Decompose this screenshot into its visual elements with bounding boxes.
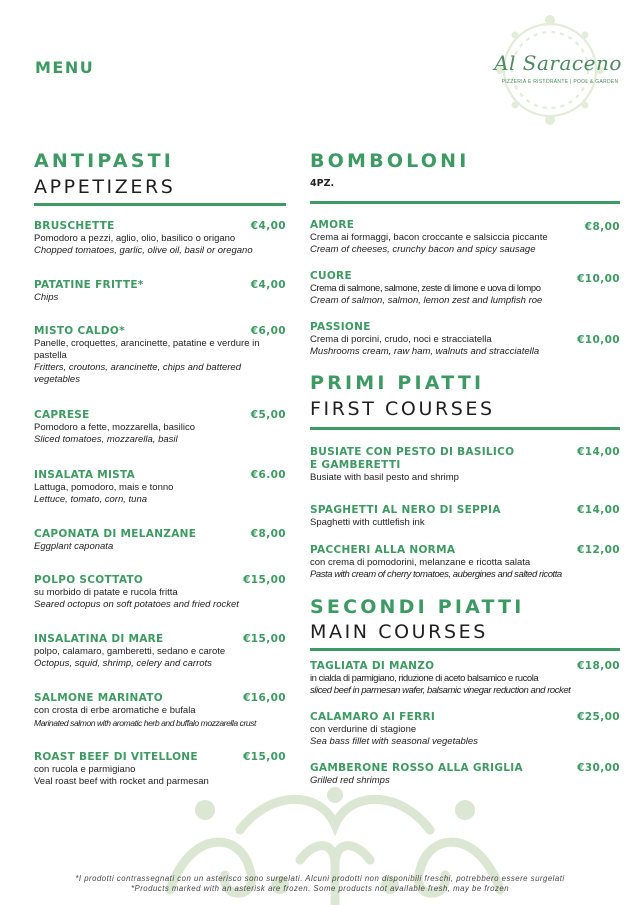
item-description-it: Pomodoro a pezzi, aglio, olio, basilico o origano xyxy=(34,233,236,244)
item-name: CALAMARO AI FERRI xyxy=(310,711,436,723)
menu-item xyxy=(34,692,286,729)
item-price: €30,00 xyxy=(577,762,620,774)
bomboloni-note: 4PZ. xyxy=(310,178,335,189)
item-name: TAGLIATA DI MANZO xyxy=(310,660,435,672)
item-name: SALMONE MARINATO xyxy=(34,692,163,704)
item-description-it: Crema di porcini, crudo, noci e stracciatella xyxy=(310,334,492,345)
menu-item xyxy=(310,544,620,581)
item-description-en: Fritters, croutons, arancinette, chips and battered vegetables xyxy=(34,362,241,385)
menu-item xyxy=(34,325,286,386)
menu-item xyxy=(34,469,286,506)
item-description-en: Sea bass fillet with seasonal vegetables xyxy=(310,736,478,747)
menu-item xyxy=(34,279,286,304)
item-description-it: con crosta di erbe aromatiche e bufala xyxy=(34,705,196,716)
item-price: €14,00 xyxy=(577,446,620,458)
logo-name: Al Saraceno xyxy=(494,51,622,75)
footnote-it: *I prodotti contrassegnati con un asterisco sono surgelati. Alcuni prodotti non disponibili freschi, potrebbero essere surgelati xyxy=(75,874,565,883)
item-description-en: Cream of cheeses, crunchy bacon and spicy sausage xyxy=(310,244,536,255)
section-title: ANTIPASTI xyxy=(34,150,175,172)
menu-item xyxy=(34,751,286,788)
item-price: €15,00 xyxy=(243,574,286,586)
item-name: GAMBERONE ROSSO ALLA GRIGLIA xyxy=(310,762,523,774)
item-description-en: Busiate with basil pesto and shrimp xyxy=(310,472,459,483)
item-description-en: Veal roast beef with rocket and parmesan xyxy=(34,776,209,787)
section-subtitle: APPETIZERS xyxy=(34,176,176,198)
item-description-it: Pomodoro a fette, mozzarella, basilico xyxy=(34,422,196,433)
item-name: INSALATA MISTA xyxy=(34,469,136,481)
item-price: €5,00 xyxy=(250,409,286,421)
item-description-en: Seared octopus on soft potatoes and fried rocket xyxy=(34,599,239,610)
item-price: €15,00 xyxy=(243,751,286,763)
item-price: €4,00 xyxy=(250,279,286,291)
menu-item xyxy=(310,219,620,256)
item-description-en: sliced beef in parmesan wafer, balsamic vinegar reduction and rocket xyxy=(310,685,571,696)
bomboloni-title: BOMBOLONI xyxy=(310,150,470,172)
item-price: €10,00 xyxy=(577,273,620,285)
right-column xyxy=(310,0,620,905)
item-description-en: Eggplant caponata xyxy=(34,541,114,552)
menu-item xyxy=(34,574,286,611)
item-name: SPAGHETTI AL NERO DI SEPPIA xyxy=(310,504,501,516)
menu-item xyxy=(310,446,620,484)
item-name: PATATINE FRITTE* xyxy=(34,279,144,291)
item-description-en: Mushrooms cream, raw ham, walnuts and stracciatella xyxy=(310,346,540,357)
item-description-it: con crema di pomodorini, melanzane e ricotta salata xyxy=(310,557,531,568)
section-divider xyxy=(310,201,620,204)
menu-item xyxy=(310,270,620,307)
item-description-en: Sliced tomatoes, mozzarella, basil xyxy=(34,434,178,445)
menu-item xyxy=(310,762,620,787)
item-name: CUORE xyxy=(310,270,352,282)
item-price: €8,00 xyxy=(584,221,620,233)
section-divider xyxy=(310,648,620,651)
item-description-it: su morbido di patate e rucola fritta xyxy=(34,587,178,598)
item-price: €18,00 xyxy=(577,660,620,672)
item-description-it: con verdurine di stagione xyxy=(310,724,417,735)
item-price: €25,00 xyxy=(577,711,620,723)
primi-title: PRIMI PIATTI xyxy=(310,372,485,394)
antipasti-section xyxy=(34,0,286,905)
menu-item xyxy=(34,633,286,670)
item-name: AMORE xyxy=(310,219,355,231)
secondi-subtitle: MAIN COURSES xyxy=(310,621,488,643)
item-description-it: in cialda di parmigiano, riduzione di aceto balsamico e rucola xyxy=(310,673,539,684)
primi-subtitle: FIRST COURSES xyxy=(310,398,495,420)
item-price: €10,00 xyxy=(577,334,620,346)
item-description-en: Chips xyxy=(34,292,59,303)
item-price: €12,00 xyxy=(577,544,620,556)
section-divider xyxy=(34,203,286,206)
menu-item xyxy=(310,660,620,697)
item-name: CAPRESE xyxy=(34,409,90,421)
item-name: CAPONATA DI MELANZANE xyxy=(34,528,197,540)
item-description-en: Marinated salmon with aromatic herb and buffalo mozzarella crust xyxy=(34,718,256,728)
item-price: €6.00 xyxy=(250,469,286,481)
item-name: INSALATINA DI MARE xyxy=(34,633,164,645)
menu-item xyxy=(310,321,620,358)
item-price: €6,00 xyxy=(250,325,286,337)
item-name: POLPO SCOTTATO xyxy=(34,574,144,586)
item-name-continued: E GAMBERETTI xyxy=(310,459,401,471)
item-description-it: Lattuga, pomodoro, mais e tonno xyxy=(34,482,174,493)
item-price: €14,00 xyxy=(577,504,620,516)
item-description-it: Crema di salmone, salmone, zeste di limone e uova di lompo xyxy=(310,283,541,294)
menu-item xyxy=(34,528,286,553)
item-name: PACCHERI ALLA NORMA xyxy=(310,544,456,556)
item-name: PASSIONE xyxy=(310,321,371,333)
item-price: €16,00 xyxy=(243,692,286,704)
section-divider xyxy=(310,427,620,430)
item-description-it: con rucola e parmigiano xyxy=(34,764,136,775)
menu-item xyxy=(34,220,286,257)
menu-item xyxy=(310,711,620,748)
item-description-it: Panelle, croquettes, arancinette, patatine e verdure in pastella xyxy=(34,338,260,361)
secondi-title: SECONDI PIATTI xyxy=(310,596,525,618)
menu-item xyxy=(34,409,286,446)
item-name: MISTO CALDO* xyxy=(34,325,125,337)
item-name: BRUSCHETTE xyxy=(34,220,115,232)
item-description-it: Crema ai formaggi, bacon croccante e salsiccia piccante xyxy=(310,232,548,243)
logo-tagline: PIZZERIA E RISTORANTE | POOL & GARDEN xyxy=(501,79,619,85)
item-description-en: Pasta with cream of cherry tomatoes, aubergines and salted ricotta xyxy=(310,569,562,580)
item-description-en: Spaghetti with cuttlefish ink xyxy=(310,517,425,528)
item-description-en: Octopus, squid, shrimp, celery and carrots xyxy=(34,658,212,669)
item-description-it: polpo, calamaro, gamberetti, sedano e carote xyxy=(34,646,226,657)
item-price: €4,00 xyxy=(250,220,286,232)
item-price: €8,00 xyxy=(250,528,286,540)
menu-item xyxy=(310,504,620,529)
item-name: ROAST BEEF DI VITELLONE xyxy=(34,751,198,763)
item-description-en: Grilled red shrimps xyxy=(310,775,390,786)
footnote-en: *Products marked with an asterisk are frozen. Some products not available fresh, may be frozen xyxy=(130,884,510,893)
item-price: €15,00 xyxy=(243,633,286,645)
item-description-en: Cream of salmon, salmon, lemon zest and lumpfish roe xyxy=(310,295,543,306)
item-description-en: Lettuce, tomato, corn, tuna xyxy=(34,494,148,505)
item-name: BUSIATE CON PESTO DI BASILICO xyxy=(310,446,515,458)
menu-heading: MENU xyxy=(35,58,95,77)
item-description-en: Chopped tomatoes, garlic, olive oil, basil or oregano xyxy=(34,245,253,256)
